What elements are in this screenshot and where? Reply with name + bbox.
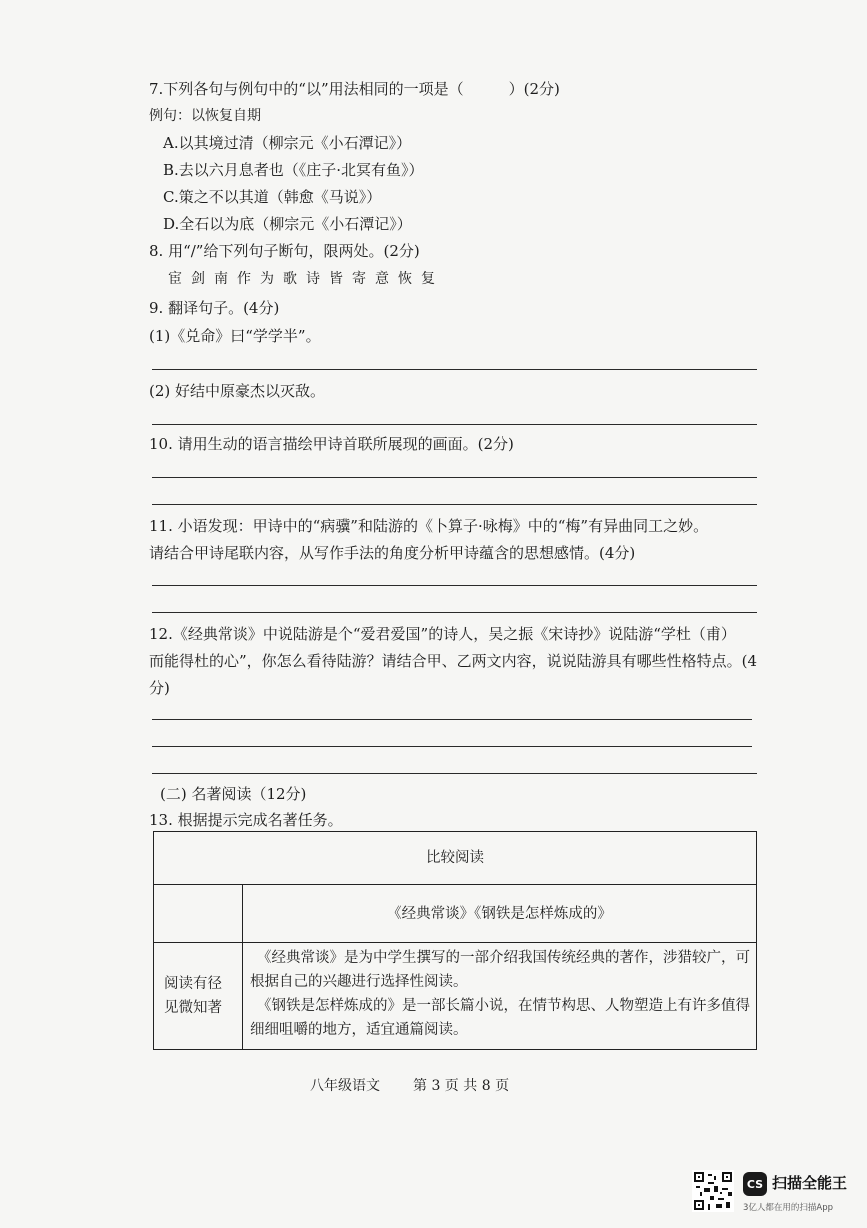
q12-line-2: 而能得杜的心”，你怎么看待陆游？请结合甲、乙两文内容，说说陆游具有哪些性格特点。(4 bbox=[149, 652, 758, 670]
q8-stem: 8. 用“/”给下列句子断句，限两处。(2分) bbox=[149, 242, 420, 260]
q12-line-3: 分) bbox=[149, 679, 170, 697]
table-books: 《经典常谈》《钢铁是怎样炼成的》 bbox=[387, 906, 612, 922]
answer-line bbox=[152, 773, 757, 774]
q7-option-a: A.以其境过清（柳宗元《小石潭记》） bbox=[163, 134, 412, 152]
q13-stem: 13. 根据提示完成名著任务。 bbox=[149, 811, 343, 829]
answer-line bbox=[152, 719, 752, 720]
q7-option-c: C.策之不以其道（韩愈《马说》） bbox=[163, 188, 382, 206]
answer-line bbox=[152, 746, 752, 747]
q9-stem: 9. 翻译句子。(4分) bbox=[149, 299, 280, 317]
comparison-table bbox=[153, 831, 757, 1050]
table-content-line: 《经典常谈》是为中学生撰写的一部介绍我国传统经典的著作，涉猎较广，可 bbox=[257, 950, 750, 966]
q7-option-d: D.全石以为底（柳宗元《小石潭记》） bbox=[163, 215, 412, 233]
answer-line bbox=[152, 585, 757, 586]
q7-example: 例句：以恢复自期 bbox=[149, 108, 261, 124]
q12-line-1: 12.《经典常谈》中说陆游是个“爱君爱国”的诗人，吴之振《宋诗抄》说陆游“学杜（甫） bbox=[149, 625, 736, 643]
scanner-brand: 扫描全能王 bbox=[772, 1174, 848, 1192]
scanner-tagline: 3亿人都在用的扫描App bbox=[743, 1203, 834, 1213]
q11-line-1: 11. 小语发现：甲诗中的“病骥”和陆游的《卜算子·咏梅》中的“梅”有异曲同工之妙。 bbox=[149, 517, 709, 535]
footer-subject: 八年级语文 bbox=[310, 1078, 380, 1094]
table-header: 比较阅读 bbox=[426, 850, 484, 866]
row-label-2: 见微知著 bbox=[164, 1000, 222, 1016]
answer-line bbox=[152, 369, 757, 370]
q9-item-1: (1)《兑命》曰“学学半”。 bbox=[149, 327, 321, 345]
section-title: (二) 名著阅读（12分) bbox=[160, 785, 307, 803]
qr-code-icon bbox=[692, 1170, 734, 1212]
q8-sentence: 宦剑南作为歌诗皆寄意恢复 bbox=[168, 271, 444, 287]
q7-stem: 7.下列各句与例句中的“以”用法相同的一项是（ ）(2分) bbox=[149, 80, 560, 98]
q9-item-2: (2) 好结中原豪杰以灭敌。 bbox=[149, 382, 326, 400]
answer-line bbox=[152, 477, 757, 478]
answer-line bbox=[152, 612, 757, 613]
answer-line bbox=[152, 424, 757, 425]
table-content-line: 《钢铁是怎样炼成的》是一部长篇小说，在情节构思、人物塑造上有许多值得 bbox=[257, 998, 750, 1014]
table-divider bbox=[154, 884, 756, 885]
q11-line-2: 请结合甲诗尾联内容，从写作手法的角度分析甲诗蕴含的思想感情。(4分) bbox=[149, 544, 636, 562]
row-label-1: 阅读有径 bbox=[164, 976, 222, 992]
table-content-line: 细细咀嚼的地方，适宜通篇阅读。 bbox=[250, 1022, 468, 1038]
q7-option-b: B.去以六月息者也（《庄子·北冥有鱼》） bbox=[163, 161, 424, 179]
answer-line bbox=[152, 504, 757, 505]
footer-page-number: 第 3 页 共 8 页 bbox=[413, 1078, 510, 1094]
table-content-line: 根据自己的兴趣进行选择性阅读。 bbox=[250, 974, 468, 990]
table-divider bbox=[154, 942, 756, 943]
q10-stem: 10. 请用生动的语言描绘甲诗首联所展现的画面。(2分) bbox=[149, 435, 514, 453]
camscanner-logo-icon: CS bbox=[743, 1172, 767, 1196]
